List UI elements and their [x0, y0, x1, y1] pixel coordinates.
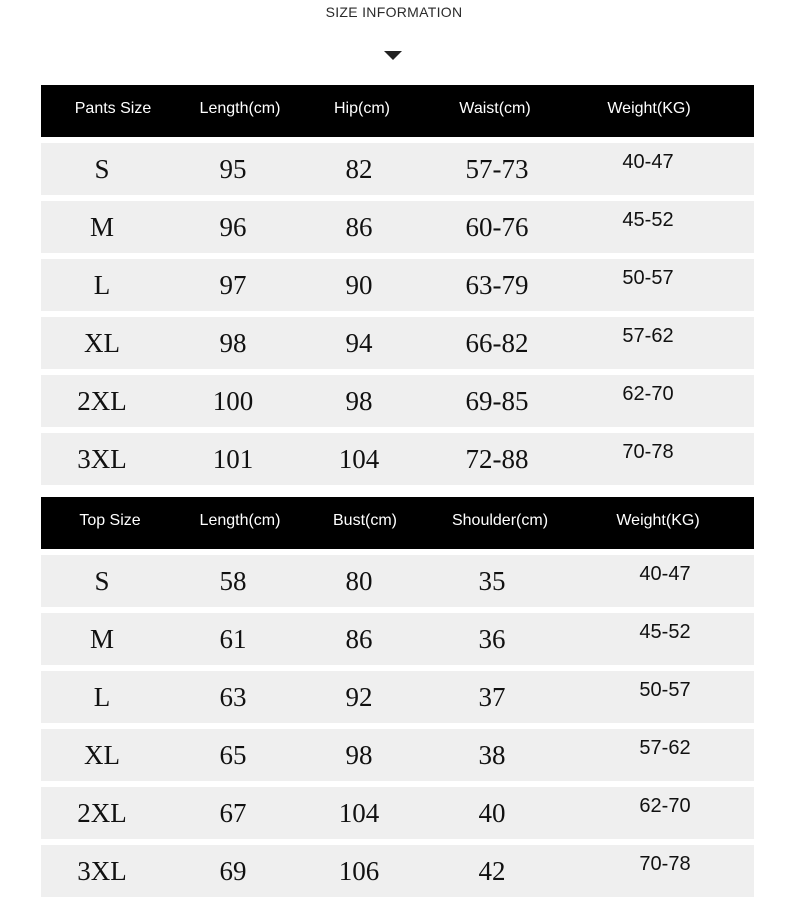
table-cell: 58 [219, 566, 247, 596]
table-cell: 101 [212, 444, 254, 474]
table-cell: 57-62 [622, 325, 674, 347]
table-cell: 62-70 [639, 795, 691, 817]
table-cell: 63-79 [465, 270, 529, 300]
table-header [41, 85, 754, 137]
table-cell: 98 [345, 386, 373, 416]
table-cell: 63 [219, 682, 247, 712]
table-row [41, 201, 754, 253]
table-cell: 40 [478, 798, 506, 828]
table-cell: 38 [478, 740, 506, 770]
table-cell: 94 [345, 328, 373, 358]
table-cell: 61 [219, 624, 247, 654]
table-cell: 70-78 [639, 853, 691, 875]
page-title: SIZE INFORMATION [325, 4, 463, 20]
table-cell: 92 [345, 682, 373, 712]
table-cell: 69-85 [465, 386, 529, 416]
table-cell: 98 [219, 328, 247, 358]
table-cell: 66-82 [465, 328, 529, 358]
table-cell: 98 [345, 740, 373, 770]
down-triangle-icon [384, 51, 402, 60]
table-cell: 2XL [77, 798, 127, 828]
header-size: Pants Size [74, 100, 152, 117]
table-cell: 100 [212, 386, 254, 416]
table-row [41, 729, 754, 781]
table-cell: 62-70 [622, 383, 674, 405]
table-cell: 72-88 [465, 444, 529, 474]
table-cell: 86 [345, 624, 373, 654]
pants-size-table [41, 85, 754, 485]
table-cell: 3XL [77, 444, 127, 474]
table-cell: S [94, 154, 110, 184]
header-weight: Weight(KG) [616, 512, 700, 529]
table-cell: M [89, 624, 115, 654]
table-cell: 69 [219, 856, 247, 886]
table-cell: 57-62 [639, 737, 691, 759]
table-cell: 106 [338, 856, 380, 886]
table-cell: 60-76 [465, 212, 529, 242]
table-cell: 95 [219, 154, 247, 184]
table-cell: L [93, 270, 111, 300]
table-cell: 86 [345, 212, 373, 242]
table-cell: 104 [338, 444, 380, 474]
header-size: Top Size [79, 512, 141, 529]
table-cell: 50-57 [622, 267, 674, 289]
header-hip: Hip(cm) [334, 100, 390, 117]
table-row [41, 143, 754, 195]
header-length: Length(cm) [199, 100, 281, 117]
table-row [41, 317, 754, 369]
table-row [41, 787, 754, 839]
table-cell: 40-47 [639, 563, 691, 585]
table-row [41, 259, 754, 311]
table-cell: 40-47 [622, 151, 674, 173]
table-cell: S [94, 566, 110, 596]
table-row [41, 433, 754, 485]
table-cell: 82 [345, 154, 373, 184]
table-row [41, 845, 754, 897]
table-cell: 35 [478, 566, 506, 596]
table-cell: 80 [345, 566, 373, 596]
table-cell: 42 [478, 856, 506, 886]
table-cell: 50-57 [639, 679, 691, 701]
table-cell: 2XL [77, 386, 127, 416]
table-row [41, 613, 754, 665]
table-cell: 37 [478, 682, 506, 712]
table-cell: 36 [478, 624, 506, 654]
table-cell: M [89, 212, 115, 242]
header-bust: Bust(cm) [333, 512, 397, 529]
header-length: Length(cm) [199, 512, 281, 529]
table-cell: L [93, 682, 111, 712]
header-shoulder: Shoulder(cm) [451, 512, 549, 529]
table-cell: XL [84, 328, 120, 358]
table-cell: 90 [345, 270, 373, 300]
table-row [41, 375, 754, 427]
table-cell: 45-52 [622, 209, 674, 231]
table-cell: 96 [219, 212, 247, 242]
table-cell: 97 [219, 270, 247, 300]
table-row [41, 671, 754, 723]
table-cell: 104 [338, 798, 380, 828]
table-cell: XL [84, 740, 120, 770]
table-cell: 57-73 [465, 154, 529, 184]
table-cell: 70-78 [622, 441, 674, 463]
table-cell: 3XL [77, 856, 127, 886]
header-weight: Weight(KG) [607, 100, 691, 117]
table-cell: 45-52 [639, 621, 691, 643]
top-size-table [41, 497, 754, 897]
header-waist: Waist(cm) [459, 100, 531, 117]
table-cell: 67 [219, 798, 247, 828]
table-cell: 65 [219, 740, 247, 770]
table-row [41, 555, 754, 607]
table-header [41, 497, 754, 549]
